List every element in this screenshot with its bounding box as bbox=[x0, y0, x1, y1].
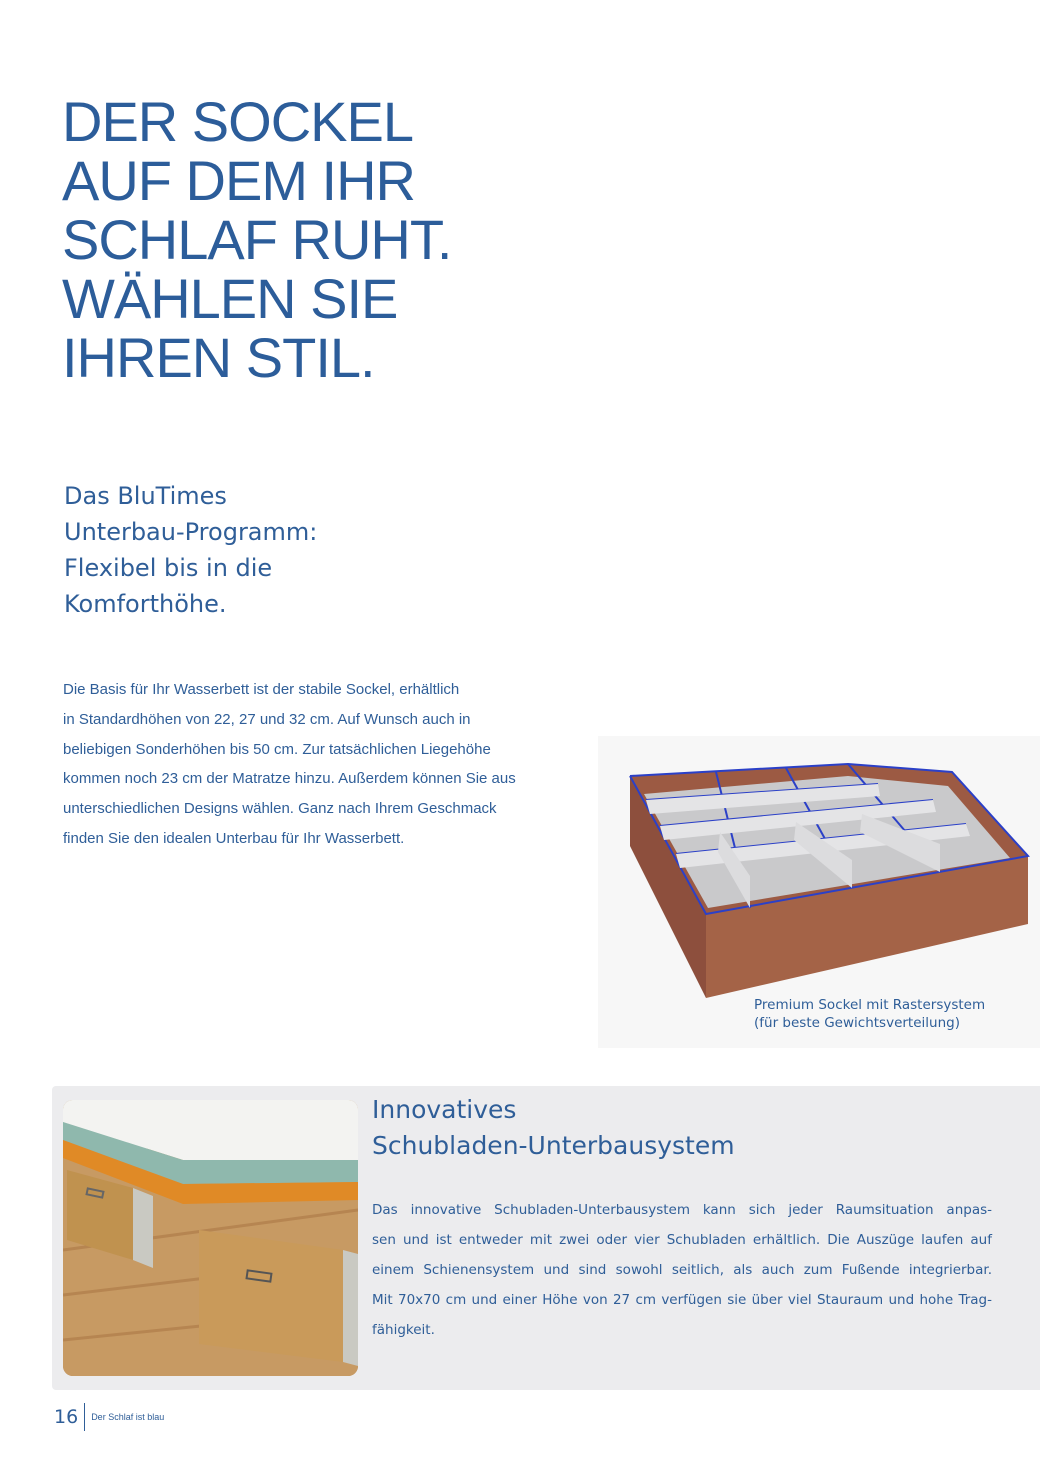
premium-base-figure bbox=[598, 736, 1040, 1048]
subhead-line: Das BluTimes bbox=[64, 482, 227, 510]
feature-title bbox=[372, 1092, 735, 1164]
feature-text-line: einem Schienensystem und sind sowohl seitlich, als auch zum Fußende integrierbar. bbox=[372, 1262, 992, 1278]
subhead-line: Komforthöhe. bbox=[64, 590, 227, 618]
feature-title-line: Innovatives bbox=[372, 1095, 517, 1124]
intro-line: unterschiedlichen Designs wählen. Ganz nach Ihrem Geschmack bbox=[63, 800, 497, 818]
footer-divider bbox=[84, 1403, 85, 1431]
subhead-line: Flexibel bis in die bbox=[64, 554, 273, 582]
intro-line: kommen noch 23 cm der Matratze hinzu. Außerdem können Sie aus bbox=[63, 770, 516, 788]
drawer-bed-photo bbox=[63, 1100, 358, 1376]
drawer-system-panel bbox=[52, 1086, 1040, 1390]
intro-line: beliebigen Sonderhöhen bis 50 cm. Zur tatsächlichen Liegehöhe bbox=[63, 740, 491, 758]
feature-title-line: Schubladen-Unterbausystem bbox=[372, 1131, 735, 1160]
headline-line: IHREN STIL. bbox=[62, 326, 375, 389]
intro-line: finden Sie den idealen Unterbau für Ihr Wasserbett. bbox=[63, 829, 405, 847]
feature-text-line: sen und ist entweder mit zwei oder vier Schubladen erhältlich. Die Auszüge laufen auf bbox=[372, 1232, 992, 1248]
feature-text-line: Mit 70x70 cm und einer Höhe von 27 cm verfügen sie über viel Stauraum und hohe Trag- bbox=[372, 1292, 992, 1308]
feature-text-line: Das innovative Schubladen-Unterbausystem kann sich jeder Raumsituation anpas- bbox=[372, 1202, 992, 1218]
drawer-bed-illustration bbox=[63, 1100, 358, 1376]
section-subheading bbox=[64, 478, 317, 622]
caption-line: (für beste Gewichtsverteilung) bbox=[754, 1015, 960, 1031]
headline-line: DER SOCKEL bbox=[62, 90, 413, 153]
intro-paragraph bbox=[63, 675, 516, 854]
page-number: 16 bbox=[54, 1406, 79, 1428]
intro-line: in Standardhöhen von 22, 27 und 32 cm. Auf Wunsch auch in bbox=[63, 710, 471, 728]
subhead-line: Unterbau-Programm: bbox=[64, 518, 318, 546]
feature-text-line: fähigkeit. bbox=[372, 1322, 435, 1338]
headline-line: WÄHLEN SIE bbox=[62, 267, 398, 330]
feature-description bbox=[372, 1195, 992, 1345]
page-headline bbox=[62, 92, 451, 387]
headline-line: SCHLAF RUHT. bbox=[62, 208, 452, 271]
headline-line: AUF DEM IHR bbox=[62, 149, 415, 212]
caption-line: Premium Sockel mit Rastersystem bbox=[754, 997, 986, 1013]
footer-label: Der Schlaf ist blau bbox=[91, 1412, 165, 1422]
intro-line: Die Basis für Ihr Wasserbett ist der stabile Sockel, erhältlich bbox=[63, 681, 460, 698]
page-footer bbox=[54, 1402, 164, 1432]
figure-caption bbox=[754, 996, 985, 1032]
